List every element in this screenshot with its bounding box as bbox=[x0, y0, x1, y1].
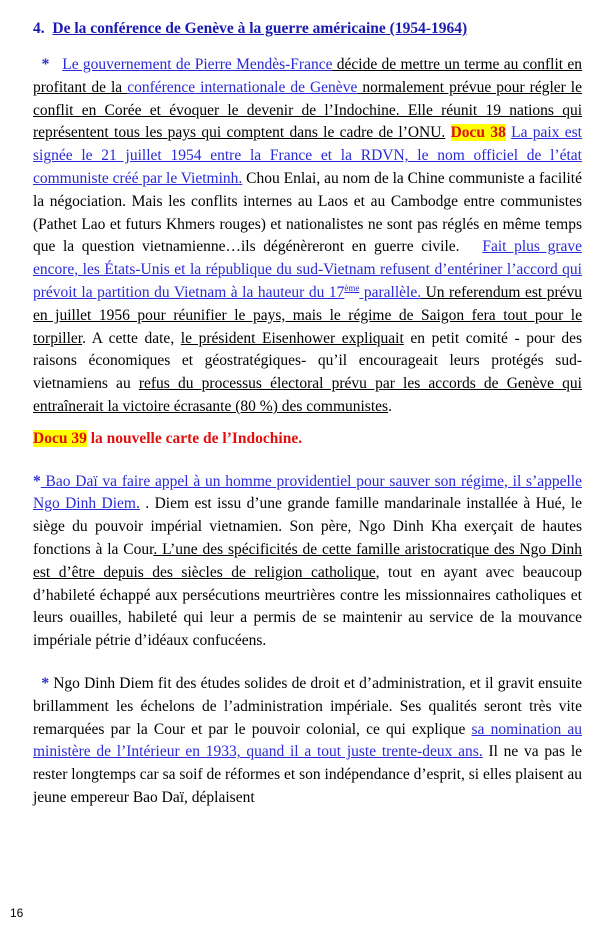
docu-38-badge: Docu 38 bbox=[450, 124, 506, 142]
paragraph-diem-career bbox=[33, 673, 582, 810]
text-span: Ngo Dinh Diem fit des études solides de droit et d’administration, et il gravit ensuite brillamment les échelons de l’administration impériale. Ses qualités seront très vite remarquées par la Cour et par le pouvoir colonial, ce qui explique bbox=[33, 674, 582, 738]
document-page bbox=[33, 20, 582, 810]
text-span: décide de mettre un terme au conflit en profitant de la bbox=[33, 56, 583, 96]
text-span: Il ne va pas le rester longtemps car sa soif de réformes et son indépendance d’esprit, si elles plaisent au jeune empereur Bao Daï, déplaisent bbox=[33, 743, 582, 806]
paragraph-bao-dai bbox=[33, 471, 582, 653]
electoral-refusal-text: refus du processus électoral prévu par les accords de Genève qui entraînerait la victoire écrasante (80 %) des communistes bbox=[33, 375, 582, 415]
docu-39-caption: la nouvelle carte de l’Indochine. bbox=[86, 429, 303, 447]
text-span: , tout en ayant avec beaucoup d’habileté échappé aux persécutions meurtrières contre les missionnaires catholiques et leurs ouailles, habileté qui leur a permis de se maintenir au service de la mouvance impériale pétrie d’idéaux confucéens. bbox=[33, 563, 582, 650]
ministry-nomination-text: sa nomination au ministère de l’Intérieur en 1933, quand il a tout juste trente-deux ans. bbox=[33, 720, 582, 761]
paragraph-geneva bbox=[33, 54, 582, 419]
referendum-text: Un referendum est prévu en juillet 1956 pour réunifier le pays, mais le régime de Saigon fera tout pour le torpiller bbox=[33, 283, 582, 347]
text-span: . A cette date, bbox=[82, 329, 181, 347]
text-span: Chou Enlai, au nom de la Chine communiste a facilité la négociation. Mais les conflits internes au Laos et au Cambodge entre communistes (Pathet Lao et futurs Khmers rouges) et nationalistes ne sont pas réglés en même temps que la question vietnamienne…ils dégénèreront en guerre civile. bbox=[33, 169, 582, 256]
text-span: normalement prévue pour régler le conflit en Corée et évoquer le devenir de l’Indochine. Elle réunit 19 nations qui représentent tous les pays qui comptent dans le cadre de l’ONU. bbox=[33, 78, 582, 142]
link-geneva-conference: conférence internationale de Genève bbox=[127, 78, 358, 96]
parallel-text: parallèle. bbox=[359, 283, 422, 301]
bullet-marker: * bbox=[41, 674, 50, 692]
docu-39-line bbox=[33, 428, 582, 451]
section-number: 4. bbox=[33, 20, 45, 37]
text-span: . Diem est issu d’une grande famille mandarinale installée à Hué, le siège du pouvoir impérial vietnamien. Son père, Ngo Dinh Kha exerçait de hautes fonctions à la Cour bbox=[33, 495, 582, 558]
ngo-dinh-diem-text: Bao Daï va faire appel à un homme providentiel pour sauver son régime, il s’appelle Ngo Dinh Diem. bbox=[33, 472, 582, 513]
bullet-marker: * bbox=[41, 56, 50, 73]
text-span: . bbox=[388, 397, 392, 415]
us-refusal-text: Fait plus grave encore, les États-Unis et la république du sud-Vietnam refusent d’entériner l’accord qui prévoit la partition du Vietnam à la hauteur du 17 bbox=[33, 238, 582, 301]
section-title: De la conférence de Genève à la guerre américaine (1954-1964) bbox=[52, 20, 468, 37]
superscript-eme: ème bbox=[344, 282, 360, 293]
catholic-family-text: . L’une des spécificités de cette famille aristocratique des Ngo Dinh est d’être depuis des siècles de religion catholique bbox=[33, 540, 582, 581]
section-heading bbox=[33, 20, 582, 38]
eisenhower-text: le président Eisenhower expliquait bbox=[180, 329, 404, 347]
text-span: en petit comité - pour des raisons économiques et géostratégiques- qu’il encourageait leurs protégés sud-vietnamiens au bbox=[33, 329, 582, 393]
peace-signed-text: La paix est signée le 21 juillet 1954 entre la France et la RDVN, le nom officiel de l’état communiste créé par le Vietminh. bbox=[33, 124, 582, 187]
page-number: 16 bbox=[10, 906, 24, 920]
docu-39-badge: Docu 39 bbox=[33, 429, 87, 447]
bullet-marker: * bbox=[33, 472, 41, 490]
link-mendes-france: Le gouvernement de Pierre Mendès-France bbox=[62, 56, 333, 73]
